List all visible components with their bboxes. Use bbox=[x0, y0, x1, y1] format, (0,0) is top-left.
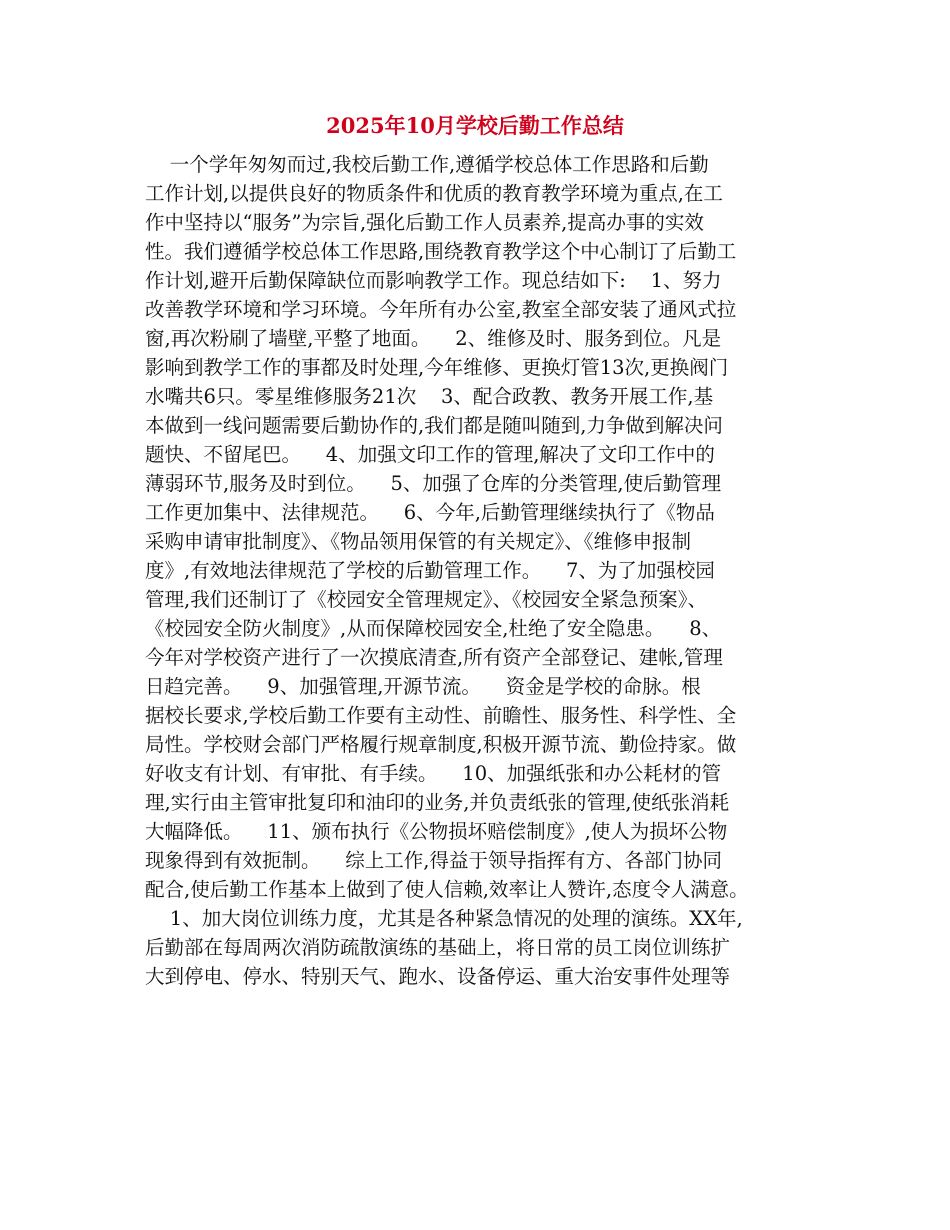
text-line: 窗,再次粉刷了墙壁,平整了地面。 2、维修及时、服务到位。凡是 bbox=[145, 327, 722, 350]
text-line: 本做到一线问题需要后勤协作的,我们都是随叫随到,力争做到解决问 bbox=[145, 414, 723, 437]
text-line: 好收支有计划、有审批、有手续。 10、加强纸张和办公耗材的管 bbox=[145, 762, 722, 785]
text-line: 度》,有效地法律规范了学校的后勤管理工作。 7、为了加强校园 bbox=[145, 559, 715, 582]
text-line: 据校长要求,学校后勤工作要有主动性、前瞻性、服务性、科学性、全 bbox=[145, 704, 737, 727]
text-line: 后勤部在每周两次消防疏散演练的基础上，将日常的员工岗位训练扩 bbox=[145, 936, 731, 959]
text-line: 采购申请审批制度》、《物品领用保管的有关规定》、《维修申报制 bbox=[145, 530, 692, 553]
body-paragraph bbox=[145, 904, 830, 991]
text-line: 作计划,避开后勤保障缺位而影响教学工作。现总结如下: 1、努力 bbox=[145, 269, 722, 292]
text-line: 一个学年匆匆而过,我校后勤工作,遵循学校总体工作思路和后勤 bbox=[145, 153, 709, 176]
text-line: 1、加大岗位训练力度，尤其是各种紧急情况的处理的演练。XX年, bbox=[145, 907, 743, 930]
text-line: 管理,我们还制订了《校园安全管理规定》、《校园安全紧急预案》、 bbox=[145, 588, 707, 611]
text-line: 大幅降低。 11、颁布执行《公物损坏赔偿制度》,使人为损坏公物 bbox=[145, 820, 728, 843]
document-title: 2025年10月学校后勤工作总结 bbox=[326, 113, 624, 138]
text-line: 水嘴共6只。零星维修服务21次 3、配合政教、教务开展工作,基 bbox=[145, 385, 714, 408]
text-line: 题快、不留尾巴。 4、加强文印工作的管理,解决了文印工作中的 bbox=[145, 443, 715, 466]
text-line: 薄弱环节,服务及时到位。 5、加强了仓库的分类管理,使后勤管理 bbox=[145, 472, 722, 495]
text-line: 工作更加集中、法律规范。 6、今年,后勤管理继续执行了《物品 bbox=[145, 501, 715, 524]
text-line: 影响到教学工作的事都及时处理,今年维修、更换灯管13次,更换阀门 bbox=[145, 356, 729, 379]
text-line: 理,实行由主管审批复印和油印的业务,并负责纸张的管理,使纸张消耗 bbox=[145, 791, 730, 814]
text-line: 现象得到有效扼制。 综上工作,得益于领导指挥有方、各部门协同 bbox=[145, 849, 722, 872]
text-line: 作中坚持以“服务”为宗旨,强化后勤工作人员素养,提高办事的实效 bbox=[145, 211, 704, 234]
text-line: 配合,使后勤工作基本上做到了使人信赖,效率让人赞许,态度令人满意。 bbox=[145, 878, 749, 901]
body-paragraph bbox=[145, 150, 830, 904]
text-line: 今年对学校资产进行了一次摸底清查,所有资产全部登记、建帐,管理 bbox=[145, 646, 723, 669]
text-line: 大到停电、停水、特别天气、跑水、设备停运、重大治安事件处理等 bbox=[145, 965, 731, 988]
text-line: 日趋完善。 9、加强管理,开源节流。 资金是学校的命脉。根 bbox=[145, 675, 701, 698]
text-line: 性。我们遵循学校总体工作思路,围绕教育教学这个中心制订了后勤工 bbox=[145, 240, 737, 263]
text-line: 局性。学校财会部门严格履行规章制度,积极开源节流、勤俭持家。做 bbox=[145, 733, 737, 756]
text-line: 工作计划,以提供良好的物质条件和优质的教育教学环境为重点,在工 bbox=[145, 182, 723, 205]
document-body bbox=[145, 150, 830, 991]
text-line: 《校园安全防火制度》,从而保障校园安全,杜绝了安全隐患。 8、 bbox=[145, 617, 722, 640]
text-line: 改善教学环境和学习环境。今年所有办公室,教室全部安装了通风式拉 bbox=[145, 298, 737, 321]
